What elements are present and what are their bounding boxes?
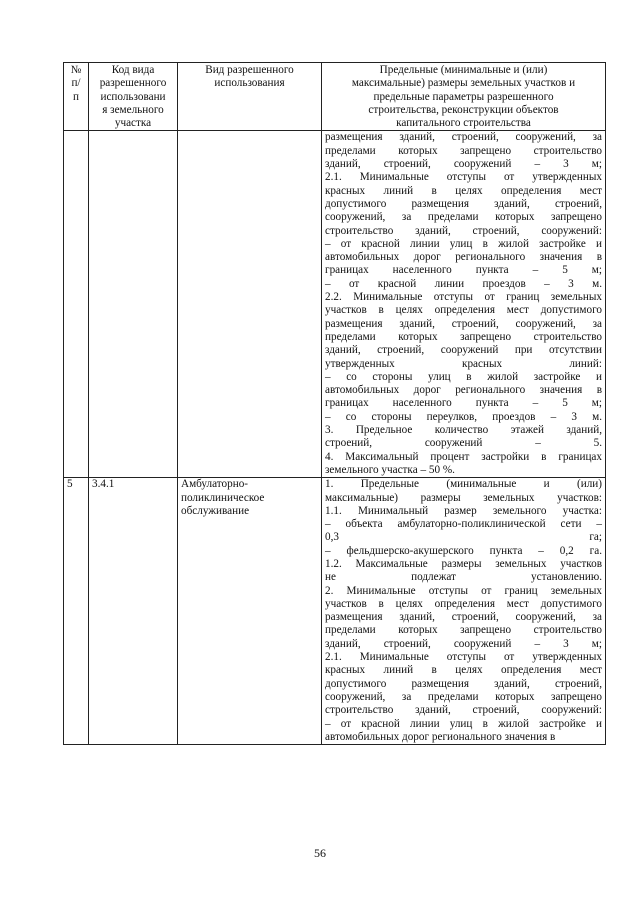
cell-code-empty [89, 131, 178, 478]
text-line: 2.2. Минимальные отступы от границ земельных [325, 291, 602, 304]
text-line: сооружений, за пределами которых запрещено [325, 690, 602, 703]
text-line: автомобильных дорог регионального значения в [325, 384, 602, 397]
text-line: 2.1. Минимальные отступы от утвержденных [325, 651, 602, 664]
zoning-table [63, 62, 606, 745]
text-line: границах населенного пункта – 5 м; [325, 264, 602, 277]
cell-parameters-row5 [322, 478, 606, 745]
text-line: строений, сооружений – 5. [325, 437, 602, 450]
header-use-type: Вид разрешенного использования [178, 63, 322, 131]
text-line: 4. Максимальный процент застройки в границах [325, 450, 602, 463]
text-line: пределами которых запрещено строительство [325, 330, 602, 343]
text-line: автомобильных дорог регионального значения в [325, 730, 556, 743]
text-line: 0,3 га; [325, 531, 602, 544]
text-line: 1. Предельные (минимальные и (или) [325, 478, 602, 491]
text-line: допустимого размещения зданий, строений, [325, 197, 602, 210]
text-line: 3. Предельное количество этажей зданий, [325, 424, 602, 437]
text-line: утвержденных красных линий: [325, 357, 602, 370]
text-line: земельного участка – 50 %. [325, 463, 455, 476]
text-line: допустимого размещения зданий, строений, [325, 677, 602, 690]
text-line: максимальные) размеры земельных участков: [325, 491, 602, 504]
table-header-row [64, 63, 606, 131]
text-line: – от красной линии улиц в жилой застройке и [325, 717, 602, 730]
header-parameters: Предельные (минимальные и (или) максимальные) размеры земельных участков и предельные параметры разрешенного строительства, реконструкции объектов капитального строительства [322, 63, 606, 131]
text-line: – со стороны переулков, проездов – 3 м. [325, 410, 602, 423]
text-line: 2.1. Минимальные отступы от утвержденных [325, 171, 602, 184]
text-line: границах населенного пункта – 5 м; [325, 397, 602, 410]
text-line: – от красной линии улиц в жилой застройке и [325, 237, 602, 250]
text-line: зданий, строений, сооружений – 3 м; [325, 158, 602, 171]
text-line: строительство зданий, строений, сооружений: [325, 704, 602, 717]
header-code: Код вида разрешенного использовани я земельного участка [89, 63, 178, 131]
text-line: зданий, строений, сооружений – 3 м; [325, 637, 602, 650]
text-line: участков в целях определения мест допустимого [325, 304, 602, 317]
text-line: размещения зданий, строений, сооружений, за [325, 611, 602, 624]
cell-use-code: 3.4.1 [89, 478, 178, 745]
table-row-5 [64, 478, 606, 745]
cell-row-number: 5 [64, 478, 89, 745]
text-line: 2. Минимальные отступы от границ земельных [325, 584, 602, 597]
header-number: № п/ п [64, 63, 89, 131]
cell-number-empty [64, 131, 89, 478]
text-line: красных линий в целях определения мест [325, 184, 602, 197]
text-line: автомобильных дорог регионального значения в [325, 251, 602, 264]
text-line: зданий, строений, сооружений при отсутствии [325, 344, 602, 357]
text-line: – фельдшерско-акушерского пункта – 0,2 га. [325, 544, 602, 557]
cell-parameters-continuation [322, 131, 606, 478]
page-number: 56 [314, 846, 326, 860]
cell-use-type-empty [178, 131, 322, 478]
table-row-continuation [64, 131, 606, 478]
text-line: – объекта амбулаторно-поликлинической сети – [325, 518, 602, 531]
text-line: 1.1. Минимальный размер земельного участка: [325, 504, 602, 517]
text-line: – от красной линии проездов – 3 м. [325, 277, 602, 290]
text-line: размещения зданий, строений, сооружений, за [325, 131, 602, 144]
text-line: – со стороны улиц в жилой застройке и [325, 370, 602, 383]
text-line: не подлежат установлению. [325, 571, 602, 584]
text-line: пределами которых запрещено строительство [325, 144, 602, 157]
cell-use-type: Амбулаторно- поликлиническое обслуживание [178, 478, 322, 745]
text-line: пределами которых запрещено строительство [325, 624, 602, 637]
text-line: 1.2. Максимальные размеры земельных участков [325, 557, 602, 570]
text-line: участков в целях определения мест допустимого [325, 597, 602, 610]
text-line: строительство зданий, строений, сооружений: [325, 224, 602, 237]
text-line: сооружений, за пределами которых запрещено [325, 211, 602, 224]
text-line: красных линий в целях определения мест [325, 664, 602, 677]
text-line: размещения зданий, строений, сооружений, за [325, 317, 602, 330]
